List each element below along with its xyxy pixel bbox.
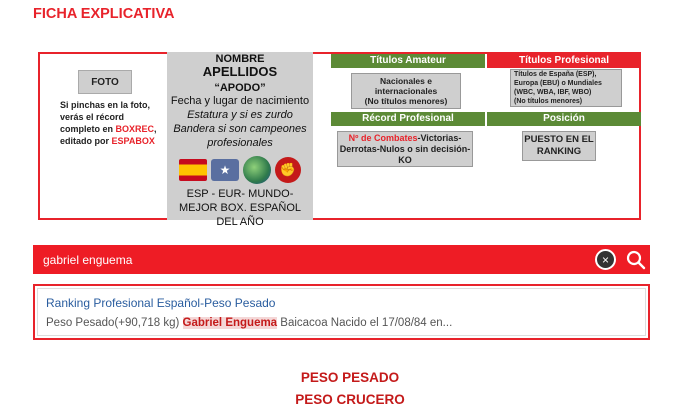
search-result[interactable] <box>33 284 650 340</box>
search-input[interactable] <box>39 245 579 274</box>
record-header: Récord Profesional <box>331 112 485 126</box>
pro-text: Títulos de España (ESP), Europa (EBU) o Mundiales (WBC, WBA, IBF, WBO) <box>514 71 602 96</box>
europe-flag-icon: ★ <box>211 159 239 181</box>
search-icon <box>625 249 647 271</box>
result-title[interactable]: Ranking Profesional Español-Peso Pesado <box>46 296 276 310</box>
category-peso-crucero[interactable]: PESO CRUCERO <box>295 392 405 407</box>
pro-note: (No títulos menores) <box>514 98 583 105</box>
close-icon: × <box>601 252 609 267</box>
explanation-card <box>38 52 641 228</box>
height-label: Estatura y si es zurdo <box>187 109 293 121</box>
flags-legend: ESP - EUR- MUNDO- MEJOR BOX. ESPAÑOL DEL AÑO <box>178 188 302 228</box>
position-box: PUESTO EN EL RANKING <box>522 131 596 161</box>
boxer-award-icon: ✊ <box>275 157 301 183</box>
amateur-text: Nacionales e internacionales <box>374 76 438 96</box>
position-header: Posición <box>487 112 641 126</box>
result-desc-pre: Peso Pesado(+90,718 kg) <box>46 317 183 329</box>
name-label: NOMBRE <box>215 53 265 65</box>
search-bar <box>33 245 650 274</box>
amateur-note: (No títulos menores) <box>364 96 448 106</box>
surnames-label: APELLIDOS <box>202 64 278 79</box>
nickname-label: “APODO” <box>214 82 266 94</box>
amateur-titles-box <box>351 73 461 109</box>
result-highlight: Gabriel Enguema <box>182 317 278 329</box>
category-peso-pesado[interactable]: PESO PESADO <box>300 370 400 385</box>
world-globe-icon <box>243 156 271 184</box>
clear-search-button[interactable] <box>595 249 616 270</box>
name-column <box>167 52 313 228</box>
boxrec-link-text: BOXREC <box>115 124 155 134</box>
photo-text-part: Si pinchas en la foto, verás el récord completo en <box>60 100 151 134</box>
espabox-text: ESPABOX <box>111 136 155 146</box>
result-desc-post: Baicacoa Nacido el 17/08/84 en... <box>277 317 453 329</box>
result-inner <box>37 288 646 336</box>
record-detail: -Victorias-Derrotas-Nulos o sin decisión-KO <box>339 132 471 165</box>
amateur-titles-header: Títulos Amateur <box>331 54 485 68</box>
photo-explanation <box>60 99 166 147</box>
spain-flag-icon <box>179 159 207 181</box>
search-button[interactable] <box>625 249 647 271</box>
result-description <box>46 317 452 329</box>
photo-text-part: , editado por <box>60 124 157 146</box>
flags-row <box>167 156 313 184</box>
birth-label: Fecha y lugar de nacimiento <box>170 95 310 107</box>
record-box <box>337 131 473 167</box>
record-text <box>338 133 472 166</box>
pro-titles-box <box>510 69 622 107</box>
flag-note: Bandera si son campeones profesionales <box>173 123 307 149</box>
photo-placeholder: FOTO <box>78 70 132 94</box>
page-title: FICHA EXPLICATIVA <box>33 6 175 22</box>
fights-count-label: Nº de Combates <box>348 132 418 143</box>
pro-titles-header: Títulos Profesional <box>487 54 641 68</box>
